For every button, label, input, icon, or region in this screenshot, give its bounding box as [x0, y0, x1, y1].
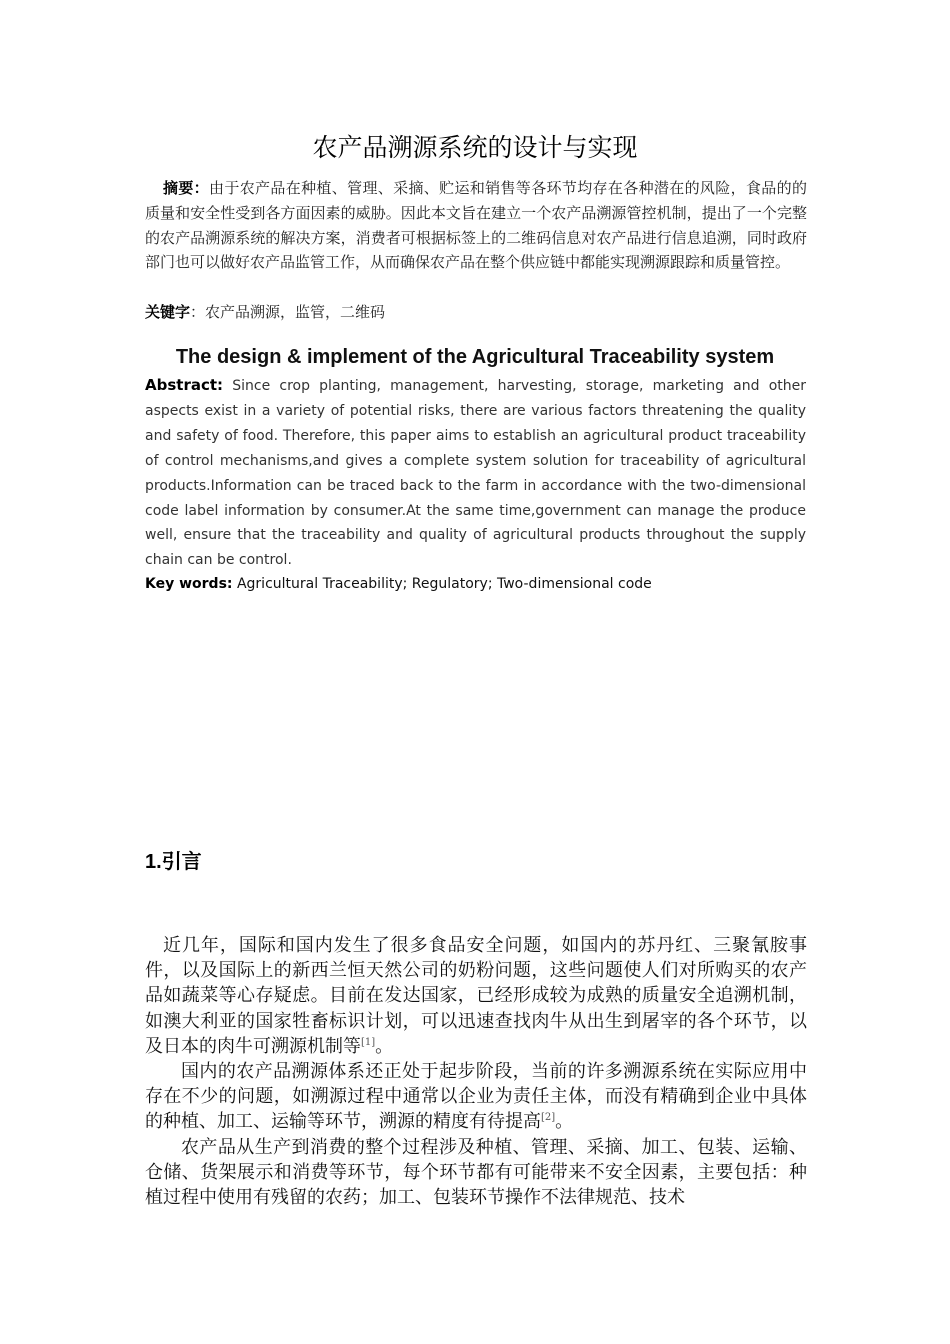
- chinese-abstract: [145, 176, 807, 275]
- chinese-keywords-text: ：农产品溯源，监管，二维码: [190, 303, 386, 321]
- chinese-title: 农产品溯源系统的设计与实现: [312, 133, 638, 162]
- chinese-keywords-label: 关键字: [145, 303, 191, 321]
- chinese-abstract-text: 由于农产品在种植、管理、采摘、贮运和销售等各环节均存在各种潜在的风险，食品的的质量和安全性受到各方面因素的威胁。因此本文旨在建立一个农产品溯源管控机制，提出了一个完整的农产品溯源系统的解决方案，消费者可根据标签上的二维码信息对农产品进行信息追溯，同时政府部门也可以做好农产品监管工作，从而确保农产品在整个供应链中都能实现溯源跟踪和质量管控。: [145, 179, 807, 272]
- english-keywords: [145, 572, 806, 596]
- english-abstract-text: Since crop planting, management, harvesting, storage, marketing and other aspects exist in a variety of potential risks, there are various factors threatening the quality and safety of food. Therefore, this paper aims to establish an agricultural product traceability of control mechanisms,and gives a complete system solution for traceability of agricultural products.Information can be traced back to the farm in accordance with the two-dimensional code label information by consumer.At the same time,government can manage the produce well, ensure that the traceability and quality of agricultural products throughout the supply chain can be control.: [145, 378, 806, 569]
- paragraph-2-text: 国内的农产品溯源体系还正处于起步阶段，当前的许多溯源系统在实际应用中存在不少的问题，如溯源过程中通常以企业为责任主体，而没有精确到企业中具体的种植、加工、运输等环节，溯源的精度有待提高: [145, 1061, 807, 1133]
- english-keywords-label: Key words:: [145, 576, 233, 592]
- english-keywords-text: Agricultural Traceability; Regulatory; Two-dimensional code: [232, 576, 652, 592]
- chinese-keywords: [145, 300, 807, 324]
- citation-ref-1[interactable]: [1]: [361, 1036, 376, 1048]
- body-text: [145, 933, 807, 1210]
- paragraph-1: [145, 933, 807, 1059]
- paragraph-1-end: 。: [375, 1035, 394, 1057]
- paragraph-1-text: 近几年，国际和国内发生了很多食品安全问题，如国内的苏丹红、三聚氰胺事件，以及国际上的新西兰恒天然公司的奶粉问题，这些问题使人们对所购买的农产品如蔬菜等心存疑虑。目前在发达国家，已经形成较为成熟的质量安全追溯机制，如澳大利亚的国家牲畜标识计划，可以迅速查找肉牛从出生到屠宰的各个环节，以及日本的肉牛可溯源机制等: [145, 935, 807, 1057]
- paragraph-2-end: 。: [555, 1111, 574, 1133]
- section-title-text: 引言: [161, 849, 202, 873]
- english-abstract-label: Abstract:: [145, 376, 224, 394]
- paragraph-2: [145, 1059, 807, 1135]
- english-title: The design & implement of the Agricultural Traceability system: [175, 346, 775, 368]
- english-abstract: [145, 373, 806, 573]
- citation-ref-2[interactable]: [2]: [541, 1112, 556, 1124]
- chinese-abstract-label: 摘要：: [163, 179, 210, 197]
- section-number: 1.: [145, 851, 162, 873]
- paragraph-3: 农产品从生产到消费的整个过程涉及种植、管理、采摘、加工、包装、运输、仓储、货架展示和消费等环节，每个环节都有可能带来不安全因素，主要包括：种植过程中使用有残留的农药；加工、包装环节操作不法律规范、技术: [145, 1136, 807, 1209]
- section-heading: [145, 845, 202, 874]
